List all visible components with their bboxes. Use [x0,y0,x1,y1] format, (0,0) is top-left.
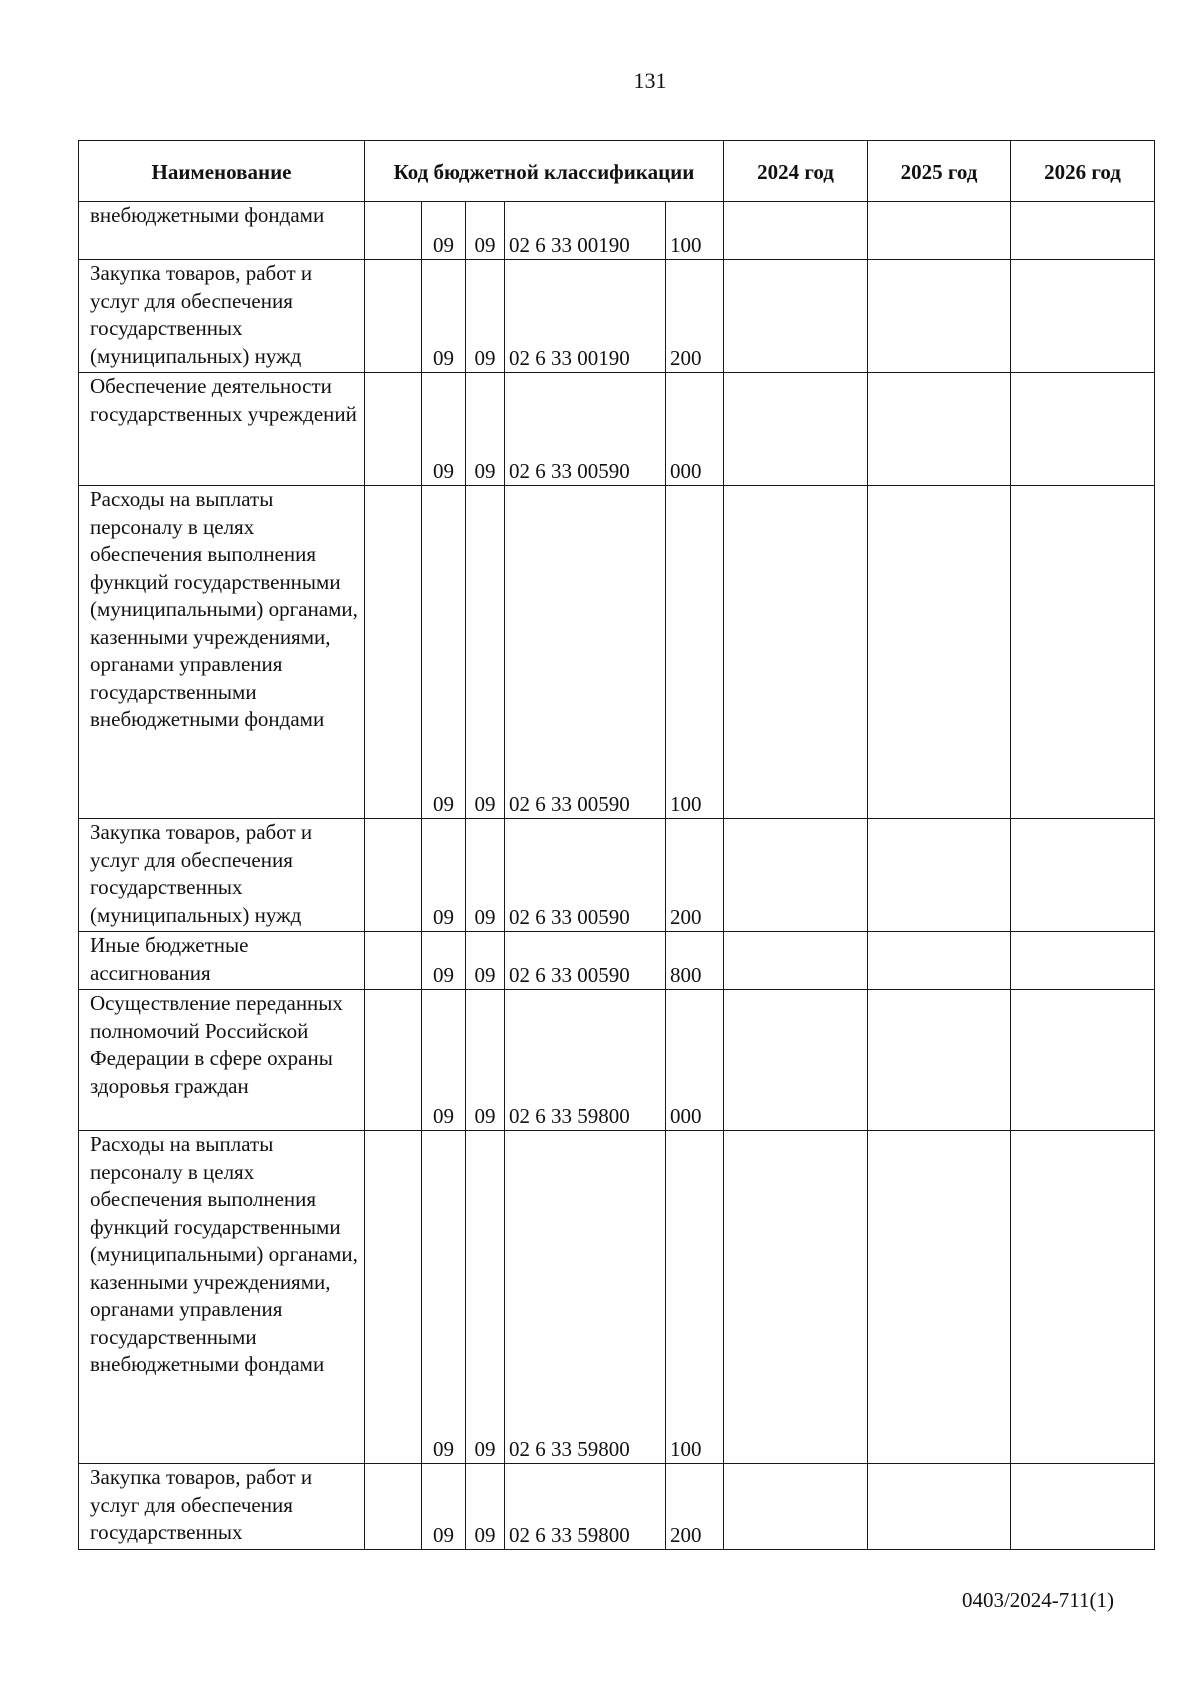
row-value-2026 [1011,819,1155,932]
row-value-2025 [868,373,1011,486]
row-value-2025 [868,1131,1011,1464]
table-row [79,373,1155,486]
row-code-empty [365,260,422,373]
row-code-target: 02 6 33 00590 [505,932,666,990]
row-code-empty [365,373,422,486]
row-code-empty [365,486,422,819]
row-name: Осуществление переданных полномочий Российской Федерации в сфере охраны здоровья граждан [79,990,365,1131]
table-row [79,990,1155,1131]
row-code-target: 02 6 33 00590 [505,373,666,486]
page-number: 131 [633,68,667,93]
row-code-target: 02 6 33 59800 [505,1464,666,1550]
row-value-2026 [1011,932,1155,990]
row-value-2024 [724,202,868,260]
row-code-section: 09 [422,486,466,819]
row-code-section: 09 [422,1131,466,1464]
row-value-2026 [1011,202,1155,260]
row-code-empty [365,1464,422,1550]
row-code-subsection: 09 [466,373,505,486]
row-code-target: 02 6 33 00190 [505,260,666,373]
table-row [79,932,1155,990]
row-code-subsection: 09 [466,260,505,373]
table-row [79,1131,1155,1464]
table-body [79,202,1155,1550]
row-code-empty [365,932,422,990]
row-code-section: 09 [422,202,466,260]
table-row [79,202,1155,260]
row-name: Закупка товаров, работ и услуг для обеспечения государственных (муниципальных) нужд [79,819,365,932]
row-code-expense-type: 100 [666,202,724,260]
row-value-2025 [868,990,1011,1131]
row-code-subsection: 09 [466,1131,505,1464]
row-name: Закупка товаров, работ и услуг для обеспечения государственных [79,1464,365,1550]
row-code-target: 02 6 33 59800 [505,1131,666,1464]
row-value-2025 [868,486,1011,819]
header-2024: 2024 год [724,141,868,202]
row-name: Обеспечение деятельности государственных учреждений [79,373,365,486]
header-2025: 2025 год [868,141,1011,202]
row-value-2024 [724,373,868,486]
row-code-expense-type: 000 [666,373,724,486]
row-code-target: 02 6 33 00190 [505,202,666,260]
row-value-2026 [1011,990,1155,1131]
row-name: Закупка товаров, работ и услуг для обеспечения государственных (муниципальных) нужд [79,260,365,373]
row-code-subsection: 09 [466,486,505,819]
row-value-2025 [868,202,1011,260]
row-code-empty [365,202,422,260]
row-value-2024 [724,990,868,1131]
budget-table [78,140,1155,1550]
row-name: Расходы на выплаты персоналу в целях обеспечения выполнения функций государственными (муниципальными) органами, казенными учреждениями, органами управления государственными внебюджетными фондами [79,1131,365,1464]
row-code-subsection: 09 [466,202,505,260]
header-name: Наименование [79,141,365,202]
row-code-section: 09 [422,932,466,990]
header-2026: 2026 год [1011,141,1155,202]
row-value-2025 [868,932,1011,990]
row-name: Расходы на выплаты персоналу в целях обеспечения выполнения функций государственными (муниципальными) органами, казенными учреждениями, органами управления государственными внебюджетными фондами [79,486,365,819]
row-code-section: 09 [422,1464,466,1550]
row-code-subsection: 09 [466,819,505,932]
row-code-target: 02 6 33 00590 [505,486,666,819]
row-value-2024 [724,1131,868,1464]
table-row [79,260,1155,373]
row-value-2024 [724,819,868,932]
row-value-2026 [1011,260,1155,373]
table-row [79,486,1155,819]
row-value-2024 [724,260,868,373]
row-value-2026 [1011,486,1155,819]
document-code: 0403/2024-711(1) [961,1588,1114,1612]
row-code-section: 09 [422,260,466,373]
row-code-expense-type: 200 [666,1464,724,1550]
row-code-subsection: 09 [466,990,505,1131]
row-code-expense-type: 800 [666,932,724,990]
row-code-subsection: 09 [466,932,505,990]
row-code-section: 09 [422,990,466,1131]
row-name: Иные бюджетные ассигнования [79,932,365,990]
row-code-section: 09 [422,373,466,486]
row-code-target: 02 6 33 59800 [505,990,666,1131]
row-code-expense-type: 000 [666,990,724,1131]
table-row [79,1464,1155,1550]
row-value-2026 [1011,1131,1155,1464]
row-code-empty [365,819,422,932]
row-code-expense-type: 100 [666,1131,724,1464]
header-code: Код бюджетной классификации [365,141,724,202]
row-code-section: 09 [422,819,466,932]
row-code-empty [365,990,422,1131]
row-code-expense-type: 200 [666,260,724,373]
table-row [79,819,1155,932]
row-code-target: 02 6 33 00590 [505,819,666,932]
row-name: внебюджетными фондами [79,202,365,260]
row-value-2026 [1011,373,1155,486]
row-value-2025 [868,819,1011,932]
table-header-row [79,141,1155,202]
row-code-expense-type: 200 [666,819,724,932]
row-value-2025 [868,260,1011,373]
row-value-2024 [724,932,868,990]
row-code-empty [365,1131,422,1464]
row-value-2024 [724,1464,868,1550]
row-value-2024 [724,486,868,819]
row-value-2025 [868,1464,1011,1550]
row-code-expense-type: 100 [666,486,724,819]
row-code-subsection: 09 [466,1464,505,1550]
row-value-2026 [1011,1464,1155,1550]
